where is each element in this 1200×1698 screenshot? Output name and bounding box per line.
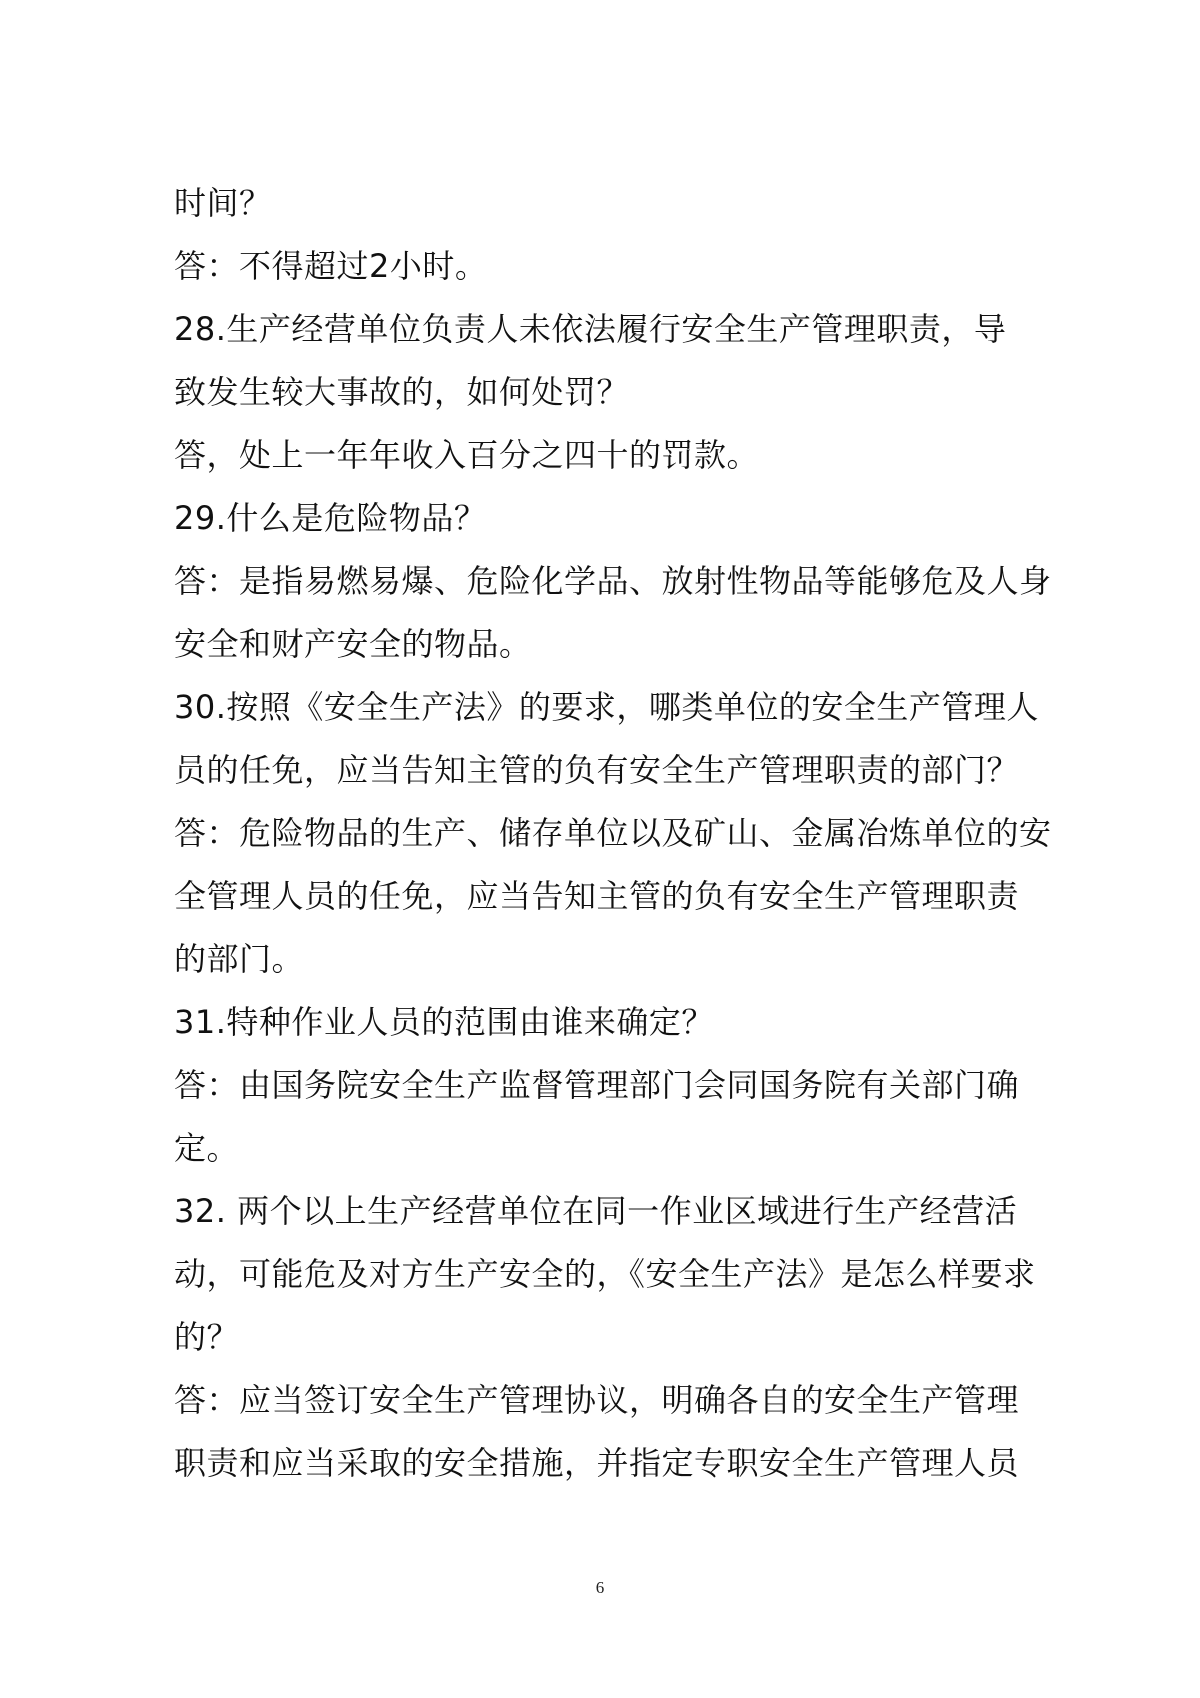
text-line: 员的任免，应当告知主管的负有安全生产管理职责的部门？ bbox=[174, 751, 1020, 789]
question-28-line: 28.生产经营单位负责人未依法履行安全生产管理职责，导 bbox=[174, 310, 1007, 348]
question-29-line: 29.什么是危险物品？ bbox=[174, 499, 487, 537]
question-30-line: 30.按照《安全生产法》的要求，哪类单位的安全生产管理人 bbox=[174, 688, 1039, 726]
question-32-line: 32. 两个以上生产经营单位在同一作业区域进行生产经营活 bbox=[174, 1192, 1018, 1230]
text-line: 安全和财产安全的物品。 bbox=[174, 625, 532, 663]
question-31-line: 31.特种作业人员的范围由谁来确定？ bbox=[174, 1003, 714, 1041]
text-line: 时间？ bbox=[174, 184, 272, 222]
text-line: 全管理人员的任免，应当告知主管的负有安全生产管理职责 bbox=[174, 877, 1020, 915]
answer-line: 答：是指易燃易爆、危险化学品、放射性物品等能够危及人身 bbox=[174, 562, 1052, 600]
answer-line: 答：由国务院安全生产监督管理部门会同国务院有关部门确 bbox=[174, 1066, 1020, 1104]
answer-line: 答：应当签订安全生产管理协议，明确各自的安全生产管理 bbox=[174, 1381, 1020, 1419]
answer-line: 答，处上一年年收入百分之四十的罚款。 bbox=[174, 436, 760, 474]
answer-line: 答：不得超过2小时。 bbox=[174, 247, 488, 285]
text-line: 定。 bbox=[174, 1129, 240, 1167]
page-number: 6 bbox=[595, 1578, 605, 1597]
text-line: 的部门。 bbox=[174, 940, 305, 978]
text-line: 致发生较大事故的，如何处罚？ bbox=[174, 373, 630, 411]
text-line: 职责和应当采取的安全措施，并指定专职安全生产管理人员 bbox=[174, 1444, 1020, 1482]
text-line: 动，可能危及对方生产安全的，《安全生产法》是怎么样要求 bbox=[174, 1255, 1036, 1293]
text-line: 的？ bbox=[174, 1318, 240, 1356]
body-text bbox=[174, 172, 1052, 1495]
answer-line: 答：危险物品的生产、储存单位以及矿山、金属冶炼单位的安 bbox=[174, 814, 1052, 852]
